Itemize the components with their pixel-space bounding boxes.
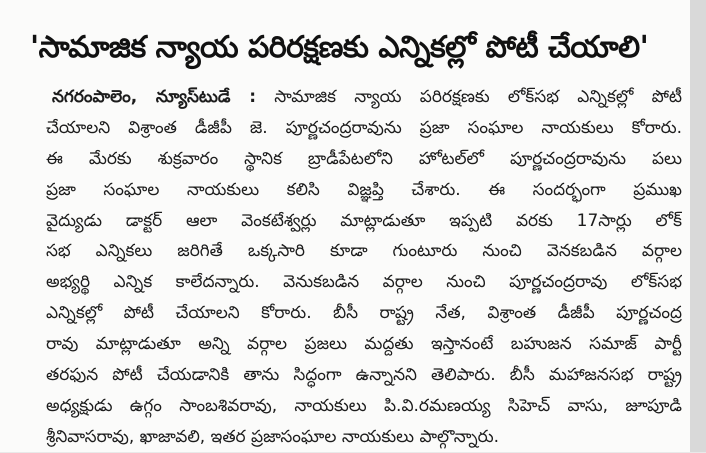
article-line-2: చేయాలని విశ్రాంత డీజీపీ జె. పూర్ణచంద్రరావును ప్రజా సంఘాల నాయకులు కోరారు. [46,117,682,138]
article-line-1 [52,82,682,113]
article-body [46,82,682,453]
dateline: నగరంపాలెం, న్యూస్‌టుడే : [52,87,257,107]
article-line-1-text: సామాజిక న్యాయ పరిరక్షణకు లోక్‌సభ ఎన్నికల్లో పోటీ [274,87,682,107]
article-line-5: వైద్యుడు డాక్టర్ ఆలా వెంకటేశ్వర్లు మాట్లాడుతూ ఇప్పటి వరకు 17సార్లు లోక్ [46,210,682,231]
article-line-12: శ్రీనివాసరావు, ఖాజావలి, ఇతర ప్రజాసంఘాల నాయకులు పాల్గొన్నారు. [46,426,500,447]
article-line-8: ఎన్నికల్లో పోటీ చేయాలని కోరారు. బీసీ రాష్ట్ర నేత, విశ్రాంత డీజీపీ పూర్ణచంద్ర [46,303,682,324]
article-line-3: ఈ మేరకు శుక్రవారం స్థానిక బ్రాడీపేటలోని హోటల్‌లో పూర్ణచంద్రరావును పలు [46,148,682,169]
headline: 'సామాజిక న్యాయ పరిరక్షణకు ఎన్నికల్లో పోటీ చేయాలి' [30,30,649,65]
article-line-10: తరఫున పోటీ చేయడానికి తాను సిద్ధంగా ఉన్నానని తెలిపారు. బీసీ మహాజనసభ రాష్ట్ర [46,365,682,386]
article-line-11: అధ్యక్షుడు ఉగ్గం సాంబశివరావు, నాయకులు పి.వి.రమణయ్య సిహెచ్ వాసు, జూపూడి [46,395,682,416]
page-margin [690,0,706,452]
article-line-9: రావు మాట్లాడుతూ అన్ని వర్గాల ప్రజలు మద్దతు ఇస్తానంటే బహుజన సమాజ్ పార్టీ [46,334,682,355]
article-line-6: సభ ఎన్నికలు జరిగితే ఒక్కసారి కూడా గుంటూరు నుంచి వెనకబడిన వర్గాల [46,241,682,262]
article-line-7: అభ్యర్థి ఎన్నిక కాలేదన్నారు. వెనుకబడిన వర్గాల నుంచి పూర్ణచంద్రరావు లోక్‌సభ [46,272,682,293]
article-line-4: ప్రజా సంఘాల నాయకులు కలిసి విజ్ఞప్తి చేశారు. ఈ సందర్భంగా ప్రముఖ [46,179,682,200]
